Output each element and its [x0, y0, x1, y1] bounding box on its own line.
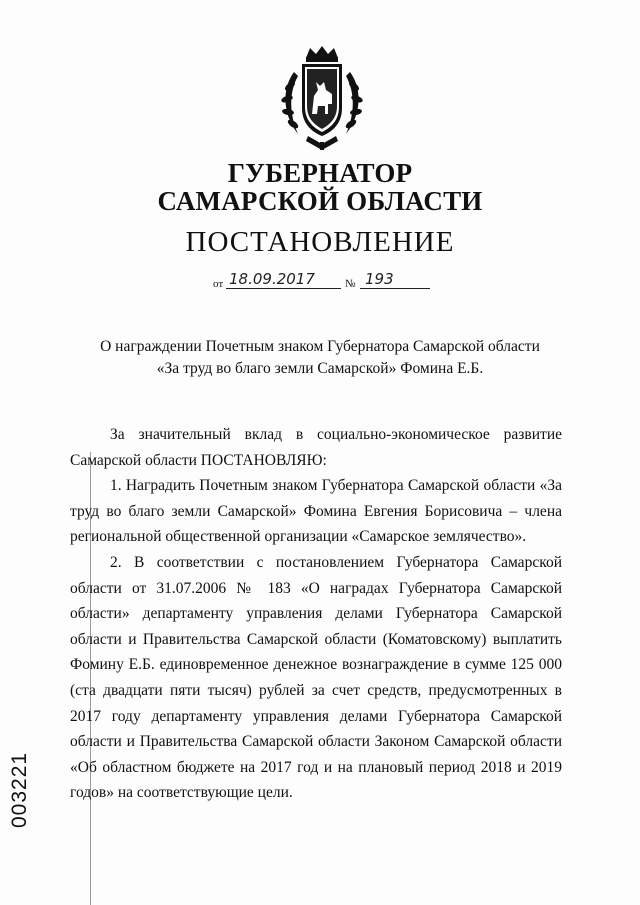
paragraph-item-2: 2. В соответствии с постановлением Губернатора Самарской области от 31.07.2006 № 183 «О наградах Губернатора Самарской области» департаменту управления делами Губернатора Самарской области и Правительства Самарской области (Коматовскому) выплатить Фомину Е.Б. единовременное денежное вознаграждение в сумме 125 000 (ста двадцати пяти тысяч) рублей за счет средств, предусмотренных в 2017 году департаменту управления делами Губернатора Самарской области и Правительства Самарской области Законом Самарской области «Об областном бюджете на 2017 год и на плановый период 2018 и 2019 годов» на соответствующие цели. — [70, 553, 562, 802]
issuer-title-line1: ГУБЕРНАТОР — [227, 158, 413, 188]
number-label: № — [345, 278, 356, 290]
paragraph-item-1: 1. Наградить Почетным знаком Губернатора Самарской области «За труд во благо земли Самарской» Фомина Евгения Борисовича – члена региональной общественной организации «Самарское землячество». — [70, 477, 562, 546]
date-number-line — [213, 270, 433, 292]
preamble-paragraph: За значительный вклад в социально-экономическое развитие Самарской области ПОСТАНОВЛЯЮ: — [70, 426, 562, 469]
date-underline — [226, 288, 341, 289]
subject-line1: О награждении Почетным знаком Губернатора Самарской области — [100, 338, 540, 355]
archive-side-number: 003221 — [8, 751, 31, 828]
date-from-label: от — [213, 278, 224, 290]
document-number: 193 — [365, 270, 394, 288]
document-date: 18.09.2017 — [229, 270, 315, 288]
samara-coat-of-arms-icon — [268, 44, 376, 152]
document-subject — [60, 336, 580, 380]
document-type: ПОСТАНОВЛЕНИЕ — [185, 226, 455, 258]
subject-line2: «За труд во благо земли Самарской» Фомина Е.Б. — [156, 360, 484, 377]
number-underline — [360, 288, 430, 289]
document-body — [70, 422, 562, 806]
issuer-title-line2: САМАРСКОЙ ОБЛАСТИ — [157, 186, 483, 216]
